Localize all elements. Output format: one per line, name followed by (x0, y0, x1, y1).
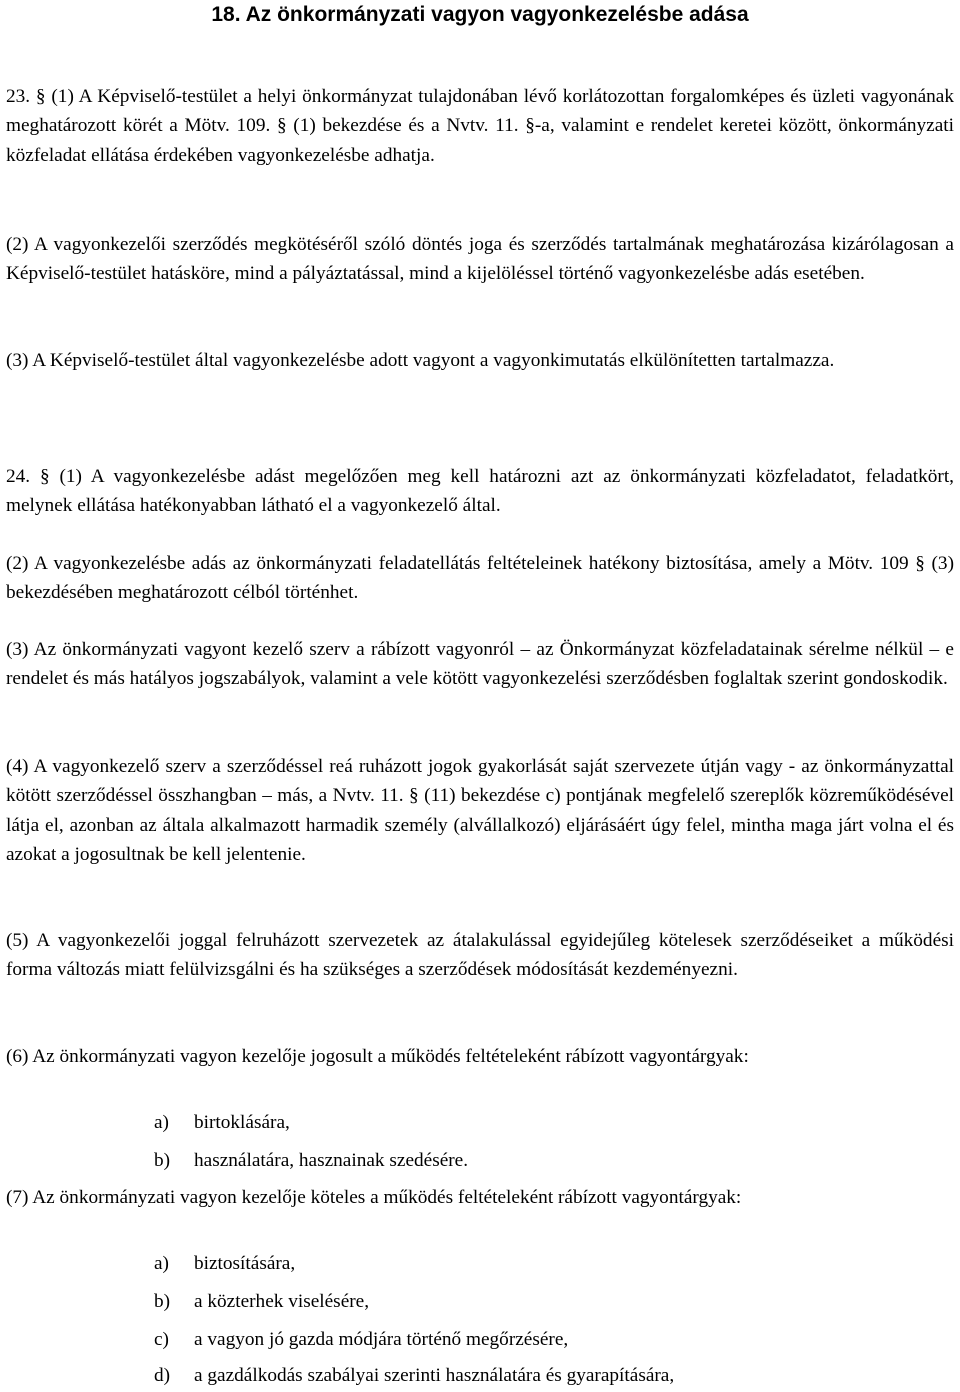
paragraph-24-6: (6) Az önkormányzati vagyon kezelője jogosult a működés feltételeként rábízott vagyontárgyak: (6, 1046, 749, 1067)
paragraph-24-7: (7) Az önkormányzati vagyon kezelője köteles a működés feltételeként rábízott vagyontárgyak: (6, 1187, 742, 1208)
list-item-letter: a) (154, 1112, 169, 1133)
list-item (154, 1287, 369, 1316)
list-item (154, 1146, 468, 1175)
list-item-text: a gazdálkodás szabályai szerinti használatára és gyarapítására, (194, 1365, 675, 1386)
list-item-letter: a) (154, 1253, 169, 1274)
list-item (154, 1249, 295, 1278)
list-item-letter: d) (154, 1365, 171, 1386)
section-title: 18. Az önkormányzati vagyon vagyonkezelésbe adása (211, 3, 749, 26)
list-item (154, 1361, 674, 1390)
paragraph-23-3: (3) A Képviselő-testület által vagyonkezelésbe adott vagyont a vagyonkimutatás elkülönítetten tartalmazza. (6, 350, 835, 371)
paragraph-24-5: (5) A vagyonkezelői joggal felruházott szervezetek az átalakulással egyidejűleg kötelesek szerződéseiket a működési forma változás miatt felülvizsgálni és ha szükséges a szerződések módosítását kezdeményezni. (6, 930, 954, 981)
list-item-letter: b) (154, 1291, 171, 1312)
list-item-letter: c) (154, 1329, 169, 1350)
list-item-text: a vagyon jó gazda módjára történő megőrzésére, (194, 1329, 569, 1350)
paragraph-24-3: (3) Az önkormányzati vagyont kezelő szerv a rábízott vagyonról – az Önkormányzat közfeladatainak sérelme nélkül – e rendelet és más hatályos jogszabályok, valamint a vele kötött vagyonkezelési szerződésben foglaltak szerint gondoskodik. (6, 639, 954, 690)
paragraph-23-2: (2) A vagyonkezelői szerződés megkötéséről szóló döntés joga és szerződés tartalmának meghatározása kizárólagosan a Képviselő-testület hatásköre, mind a pályáztatással, mind a kijelöléssel történő vagyonkezelésbe adás esetében. (6, 234, 954, 285)
list-item-text: a közterhek viselésére, (194, 1291, 370, 1312)
list-item (154, 1108, 290, 1137)
list-item-text: birtoklására, (194, 1112, 290, 1133)
list-item (154, 1325, 568, 1354)
list-item-text: használatára, hasznainak szedésére. (194, 1150, 469, 1171)
paragraph-24-2: (2) A vagyonkezelésbe adás az önkormányzati feladatellátás feltételeinek hatékony biztosítása, amely a Mötv. 109 § (3) bekezdésében meghatározott célból történhet. (6, 553, 954, 604)
paragraph-24-1: 24. § (1) A vagyonkezelésbe adást megelőzően meg kell határozni azt az önkormányzati közfeladatot, feladatkört, melynek ellátása hatékonyabban látható el a vagyonkezelő által. (6, 466, 954, 517)
list-item-letter: b) (154, 1150, 171, 1171)
list-item-text: biztosítására, (194, 1253, 296, 1274)
paragraph-24-4: (4) A vagyonkezelő szerv a szerződéssel reá ruházott jogok gyakorlását saját szervezete útján vagy - az önkormányzattal kötött szerződéssel összhangban – más, a Nvtv. 11. § (11) bekezdése c) pontjának megfelelő szereplők közreműködésével látja el, azonban az általa alkalmazott harmadik személy (alvállalkozó) eljárásáért úgy felel, mintha maga járt volna el és azokat a jogosultnak be kell jelentenie. (6, 756, 954, 865)
paragraph-23-1: 23. § (1) A Képviselő-testület a helyi önkormányzat tulajdonában lévő korlátozottan forgalomképes és üzleti vagyonának meghatározott körét a Mötv. 109. § (1) bekezdése és a Nvtv. 11. §-a, valamint e rendelet keretei között, önkormányzati közfeladat ellátása érdekében vagyonkezelésbe adhatja. (6, 86, 954, 166)
